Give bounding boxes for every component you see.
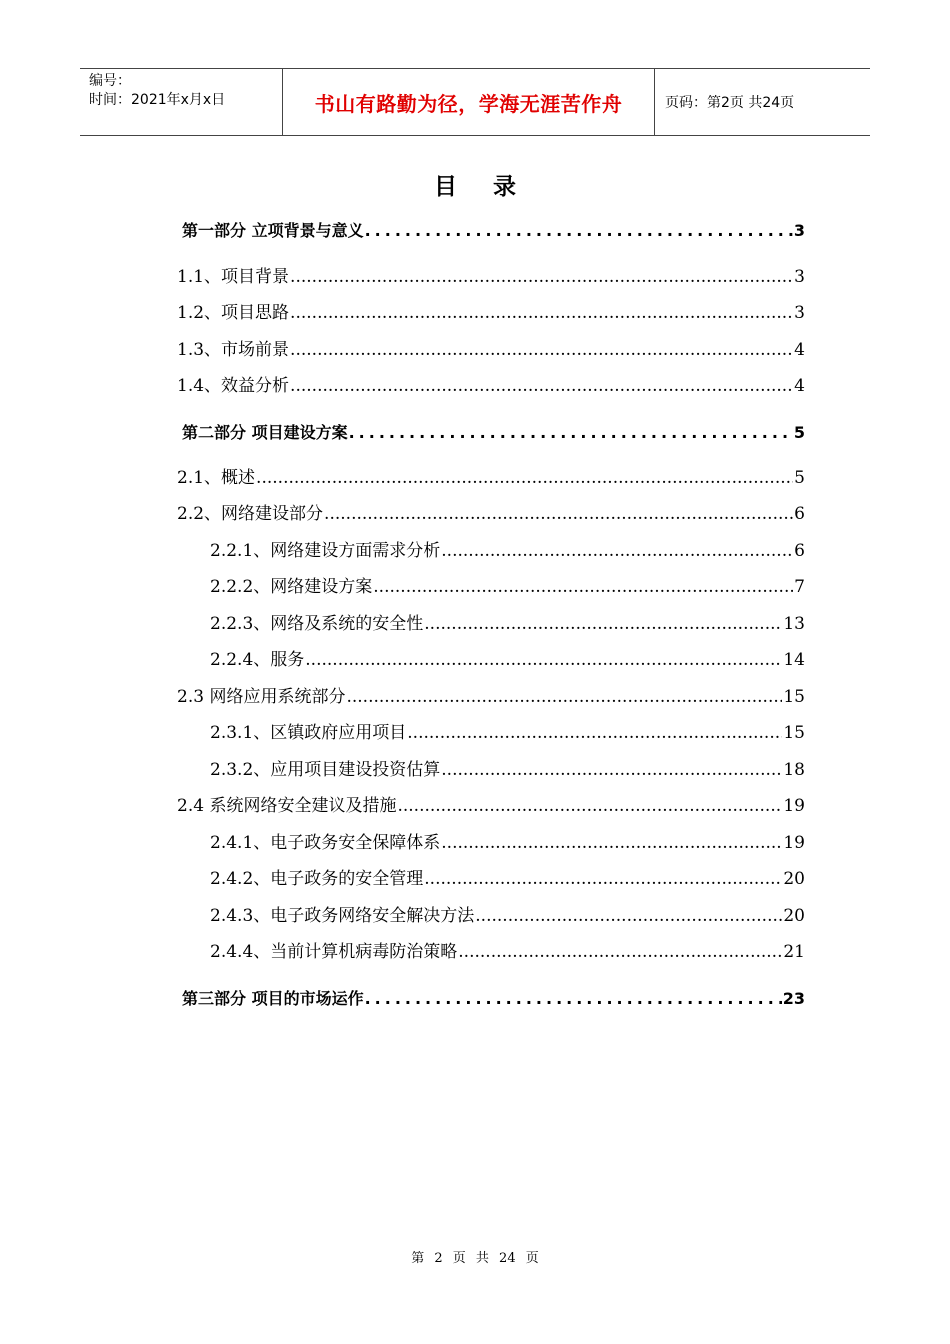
document-header [80, 68, 870, 136]
toc-entry-page: 21 [783, 942, 805, 962]
toc-entry-label: 2.4.1、电子政务安全保障体系 [210, 833, 441, 853]
toc-entry-1-4[interactable] [177, 375, 805, 397]
toc-entry-page: 19 [783, 833, 805, 853]
toc-entry-2-3-2[interactable] [210, 759, 805, 781]
toc-entry-2-4-3[interactable] [210, 905, 805, 927]
toc-entry-label: 2.3.2、应用项目建设投资估算 [210, 760, 441, 780]
toc-leader-dots [424, 868, 782, 890]
toc-leader-dots [349, 422, 793, 444]
document-date: 时间：2021年x月x日 [89, 92, 226, 108]
toc-entry-page: 20 [783, 869, 805, 889]
toc-entry-2-1[interactable] [177, 467, 805, 489]
toc-entry-part-3[interactable] [182, 988, 805, 1010]
toc-entry-page: 3 [794, 267, 805, 287]
toc-entry-label: 2.4.3、电子政务网络安全解决方法 [210, 906, 475, 926]
toc-entry-2-2[interactable] [177, 503, 805, 525]
header-meta [80, 69, 282, 135]
toc-entry-page: 15 [783, 723, 805, 743]
toc-leader-dots [290, 375, 793, 397]
toc-leader-dots [290, 339, 793, 361]
toc-entry-page: 5 [793, 423, 805, 442]
toc-entry-page: 3 [793, 221, 805, 240]
toc-leader-dots [441, 759, 782, 781]
toc-entry-2-2-3[interactable] [210, 613, 805, 635]
toc-entry-label: 2.2、网络建设部分 [177, 504, 324, 524]
toc-entry-label: 1.2、项目思路 [177, 303, 290, 323]
toc-entry-label: 2.1、概述 [177, 468, 256, 488]
toc-leader-dots [397, 795, 782, 817]
toc-leader-dots [373, 576, 793, 598]
toc-entry-page: 6 [794, 504, 805, 524]
toc-entry-page: 15 [783, 687, 805, 707]
toc-entry-label: 2.2.2、网络建设方案 [210, 577, 373, 597]
toc-entry-page: 23 [782, 989, 805, 1008]
toc-entry-page: 19 [783, 796, 805, 816]
header-page-info: 页码：第2页 共24页 [665, 95, 795, 111]
toc-entry-page: 4 [794, 376, 805, 396]
toc-leader-dots [324, 503, 793, 525]
toc-entry-page: 4 [794, 340, 805, 360]
toc-entry-label: 2.4 系统网络安全建议及措施 [177, 796, 397, 816]
toc-leader-dots [424, 613, 782, 635]
toc-entry-label: 2.3.1、区镇政府应用项目 [210, 723, 407, 743]
toc-entry-label: 第三部分 项目的市场运作 [182, 989, 364, 1008]
toc-leader-dots [365, 988, 782, 1010]
toc-title: 目 录 [433, 174, 530, 200]
toc-leader-dots [458, 941, 782, 963]
toc-leader-dots [441, 540, 793, 562]
toc-entry-2-4[interactable] [177, 795, 805, 817]
toc-entry-part-1[interactable] [182, 220, 805, 242]
toc-entry-label: 2.2.3、网络及系统的安全性 [210, 614, 424, 634]
header-motto: 书山有路勤为径，学海无涯苦作舟 [282, 69, 655, 135]
toc-entry-2-4-4[interactable] [210, 941, 805, 963]
toc-entry-label: 第二部分 项目建设方案 [182, 423, 348, 442]
toc-entry-label: 2.3 网络应用系统部分 [177, 687, 346, 707]
toc-entry-page: 20 [783, 906, 805, 926]
toc-leader-dots [441, 832, 782, 854]
toc-entry-2-3[interactable] [177, 686, 805, 708]
toc-entry-label: 1.3、市场前景 [177, 340, 290, 360]
page-footer: 第 2 页 共 24 页 [411, 1251, 539, 1266]
toc-leader-dots [346, 686, 782, 708]
toc-entry-part-2[interactable] [182, 422, 805, 444]
toc-entry-page: 3 [794, 303, 805, 323]
toc-entry-2-2-4[interactable] [210, 649, 805, 671]
toc-entry-page: 6 [794, 541, 805, 561]
toc-entry-2-4-2[interactable] [210, 868, 805, 890]
document-number-label: 编号： [89, 73, 131, 89]
toc-entry-1-2[interactable] [177, 302, 805, 324]
toc-entry-2-2-2[interactable] [210, 576, 805, 598]
toc-entry-label: 2.4.2、电子政务的安全管理 [210, 869, 424, 889]
toc-leader-dots [407, 722, 782, 744]
toc-leader-dots [305, 649, 782, 671]
toc-entry-2-3-1[interactable] [210, 722, 805, 744]
toc-entry-label: 2.4.4、当前计算机病毒防治策略 [210, 942, 458, 962]
toc-entry-1-1[interactable] [177, 266, 805, 288]
toc-entry-label: 1.4、效益分析 [177, 376, 290, 396]
toc-entry-page: 5 [794, 468, 805, 488]
toc-leader-dots [475, 905, 782, 927]
toc-leader-dots [365, 220, 793, 242]
toc-entry-page: 13 [783, 614, 805, 634]
toc-entry-2-4-1[interactable] [210, 832, 805, 854]
toc-leader-dots [290, 266, 793, 288]
toc-entry-2-2-1[interactable] [210, 540, 805, 562]
toc-entry-1-3[interactable] [177, 339, 805, 361]
toc-leader-dots [256, 467, 793, 489]
toc-entry-label: 第一部分 立项背景与意义 [182, 221, 364, 240]
toc-entry-label: 2.2.4、服务 [210, 650, 305, 670]
toc-entry-page: 7 [794, 577, 805, 597]
toc-entry-page: 18 [783, 760, 805, 780]
toc-leader-dots [290, 302, 793, 324]
toc-entry-page: 14 [783, 650, 805, 670]
toc-entry-label: 1.1、项目背景 [177, 267, 290, 287]
toc-entry-label: 2.2.1、网络建设方面需求分析 [210, 541, 441, 561]
